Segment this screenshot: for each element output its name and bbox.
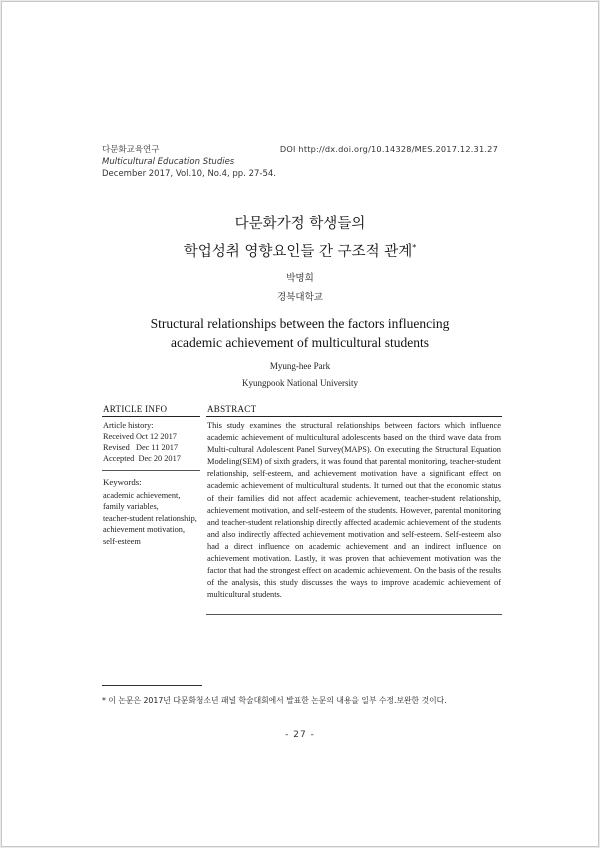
abstract-heading: ABSTRACT: [207, 404, 257, 414]
article-info-rule: [102, 416, 200, 417]
journal-header: [102, 144, 276, 180]
journal-name-ko: 다문화교육연구: [102, 145, 160, 155]
doi: DOI http://dx.doi.org/10.14328/MES.2017.12.31.27: [279, 144, 498, 154]
title-en: [2, 314, 598, 352]
keywords: [103, 477, 201, 547]
title-ko-line1: 다문화가정 학생들의: [234, 216, 366, 232]
title-footnote-mark: *: [412, 243, 417, 252]
article-info-heading: ARTICLE INFO: [103, 404, 168, 414]
affiliation-en: Kyungpook National University: [242, 378, 358, 388]
journal-issue: December 2017, Vol.10, No.4, pp. 27-54.: [102, 169, 276, 179]
abstract-bottom-rule: [206, 614, 502, 615]
page-number: - 27 -: [285, 730, 315, 740]
history-label: Article history:: [103, 421, 154, 430]
title-en-line1: Structural relationships between the factors influencing: [150, 316, 450, 331]
paper-page: [1, 1, 599, 847]
affiliation-ko: 경북대학교: [277, 292, 323, 303]
abstract-text: This study examines the structural relationships between factors which influence academic achievement of multicultural adolescents based on the third wave data from Multi-cultural Adolescent Panel Survey(MAPS). On executing the Structural Equation Modeling(SEM) of sixth graders, it was found that parental monitoring, teacher-student relationship, self-esteem, and achievement motivation have a significant effect on academic achievement of multicultural students. It turned out that the economic status of their families did not affect academic achievement, teacher-student relationship, achievement motivation, and self-esteem of the students. However, parental monitoring and teacher-student relationship directly affected academic achievement of the students and also indirectly affected achievement motivation and self-esteem. Self-esteem also had a direct influence on academic achievement and an indirect influence on achievement motivation. Lastly, it was proven that achievement motivation was the factor that had the strongest effect on academic achievement. On the basis of the results of the analysis, this study discusses the ways to improve academic achievement of multicultural students.: [207, 421, 501, 600]
keywords-label: Keywords:: [103, 477, 142, 487]
keywords-rule: [102, 470, 200, 471]
revised-date: Revised Dec 11 2017: [103, 443, 179, 452]
keyword-item: self-esteem: [103, 536, 141, 546]
author-ko: 박명희: [286, 273, 314, 284]
footnote: * 이 논문은 2017년 다문화청소년 패널 학술대회에서 발표한 논문의 내용을 일부 수정.보완한 것이다.: [102, 696, 447, 705]
title-en-line2: academic achievement of multicultural students: [171, 335, 429, 350]
keyword-item: achievement motivation,: [103, 525, 186, 534]
abstract-rule: [206, 416, 502, 417]
received-date: Received Oct 12 2017: [103, 432, 177, 441]
keyword-item: academic achievement,: [103, 490, 181, 500]
keyword-item: family variables,: [103, 502, 159, 511]
title-ko: [2, 212, 598, 264]
author-en: Myung-hee Park: [269, 361, 331, 371]
title-ko-line2: 학업성취 영향요인들 간 구조적 관계*: [183, 243, 417, 260]
journal-name-en: Multicultural Education Studies: [102, 157, 235, 167]
article-history: [103, 420, 199, 464]
accepted-date: Accepted Dec 20 2017: [103, 454, 181, 463]
footnote-rule: [102, 685, 202, 686]
keyword-item: teacher-student relationship,: [103, 513, 197, 523]
